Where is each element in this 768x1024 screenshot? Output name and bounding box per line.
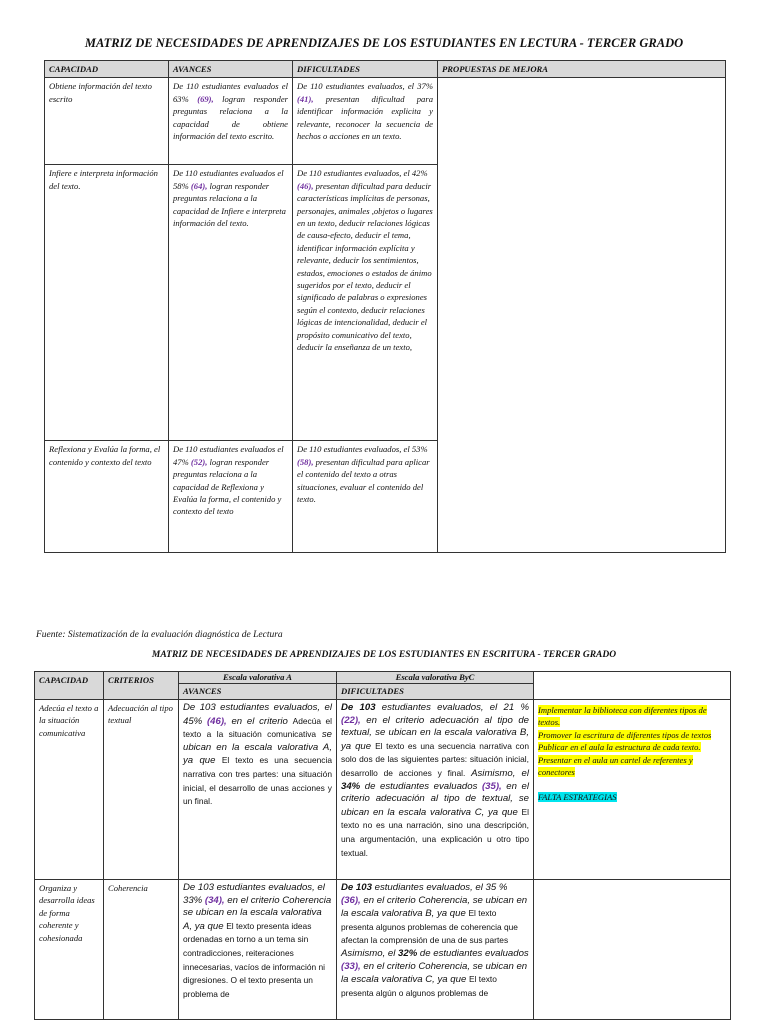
header-dificultades: DIFICULTADES [293, 61, 438, 78]
source-note: Fuente: Sistematización de la evaluación diagnóstica de Lectura [36, 630, 283, 640]
header-escala-bc: Escala valorativa ByC [337, 672, 534, 684]
propuestas-cell [534, 700, 731, 880]
table-row [45, 78, 726, 165]
dificultades-cell: De 110 estudiantes evaluados, el 42% (46), presentan dificultad para deducir características implícitas de personas, personajes, animales ,objetos o lugares en un texto, deducir relaciones lógicas de causa-efecto, deducir el tema, identificar información explícita y relevante, deducir los sentimientos, estados, emociones o estados de ánimo sugeridos por el texto, deducir el significado de palabras o expresiones según el contexto, deducir relaciones lógicas de intencionalidad, deducir el propósito comunicativo del texto, deducir la enseñanza de un texto, [293, 165, 438, 441]
lectura-table [44, 60, 726, 553]
header-dificultades: DIFICULTADES [337, 684, 534, 700]
criterio-cell: Coherencia [104, 880, 179, 1020]
dificultades-cell: De 103 estudiantes evaluados, el 21 % (22), en el criterio adecuación al tipo de textual, se ubican en la escala valorativa B, ya que El texto es una secuencia narrativa con solo dos de las siguientes partes: situación inicial, desarrollo de acciones y final. Asimismo, el 34% de estudiantes evaluados (35), en el criterio adecuación al tipo de textual, se ubican en la escala valorativa C, ya que El texto no es una narración, sino una descripción, una argumentación, una explicación u otro tipo textual. [337, 700, 534, 880]
propuesta-item: Presentar en el aula un cartel de referentes y conectores [538, 754, 693, 778]
capacidad-cell: Adecúa el texto a la situación comunicativa [35, 700, 104, 880]
header-avances: AVANCES [169, 61, 293, 78]
avances-cell: De 110 estudiantes evaluados el 47% (52), logran responder preguntas relaciona a la capacidad de Reflexiona y Evalúa la forma, el contenido y contexto del texto [169, 441, 293, 553]
capacidad-cell: Obtiene información del texto escrito [45, 78, 169, 165]
header-capacidad: CAPACIDAD [35, 672, 104, 700]
propuesta-item: Promover la escritura de diferentes tipos de textos [538, 729, 712, 740]
criterio-cell: Adecuación al tipo textual [104, 700, 179, 880]
header-capacidad: CAPACIDAD [45, 61, 169, 78]
avances-cell: De 110 estudiantes evaluados el 58% (64), logran responder preguntas relaciona a la capacidad de Infiere e interpreta información del texto. [169, 165, 293, 441]
header-avances: AVANCES [179, 684, 337, 700]
escritura-title: MATRIZ DE NECESIDADES DE APRENDIZAJES DE LOS ESTUDIANTES EN ESCRITURA - TERCER GRADO [151, 650, 617, 660]
dificultades-cell: De 110 estudiantes evaluados, el 37% (41), presentan dificultad para identificar información explicita y relevante, reconocer la secuencia de hechos o acciones en un texto. [293, 78, 438, 165]
propuestas-cell [438, 78, 726, 553]
propuesta-item: Publicar en el aula la estructura de cada texto. [538, 742, 701, 753]
dificultades-cell: De 103 estudiantes evaluados, el 35 % (36), en el criterio Coherencia, se ubican en la escala valorativa B, ya que El texto presenta algunos problemas de coherencia que afectan la comprensión de una de sus partes Asimismo, el 32% de estudiantes evaluados (33), en el criterio Coherencia, se ubican en la escala valorativa C, ya que El texto presenta algún o algunos problemas de [337, 880, 534, 1020]
lectura-title: MATRIZ DE NECESIDADES DE APRENDIZAJES DE LOS ESTUDIANTES EN LECTURA - TERCER GRADO [84, 36, 684, 50]
escritura-table [34, 671, 731, 1020]
avances-cell: De 103 estudiantes evaluados, el 45% (46), en el criterio Adecúa el texto a la situación comunicativa se ubican en la escala valorativa A, ya que El texto es una secuencia narrativa con tres partes: una situación inicial, el desarrollo de unas acciones y un final. [179, 700, 337, 880]
header-blank [534, 672, 731, 700]
table-row [35, 700, 731, 880]
falta-estrategias-note: FALTA ESTRATEGIAS [538, 791, 617, 802]
table-header-row [45, 61, 726, 78]
table-row [35, 880, 731, 1020]
header-escala-a: Escala valorativa A [179, 672, 337, 684]
propuestas-cell [534, 880, 731, 1020]
table-header-row [35, 672, 731, 684]
avances-cell: De 110 estudiantes evaluados el 63% (69), logran responder preguntas relaciona a la capacidad de obtiene información del texto escrito. [169, 78, 293, 165]
capacidad-cell: Organiza y desarrolla ideas de forma coherente y cohesionada [35, 880, 104, 1020]
capacidad-cell: Infiere e interpreta información del texto. [45, 165, 169, 441]
dificultades-cell: De 110 estudiantes evaluados, el 53% (58), presentan dificultad para aplicar el contenido del texto a otras situaciones, evaluar el contenido del texto. [293, 441, 438, 553]
header-propuestas: PROPUESTAS DE MEJORA [438, 61, 726, 78]
header-criterios: CRITERIOS [104, 672, 179, 700]
capacidad-cell: Reflexiona y Evalúa la forma, el contenido y contexto del texto [45, 441, 169, 553]
avances-cell: De 103 estudiantes evaluados, el 33% (34), en el criterio Coherencia se ubican en la escala valorativa A, ya que El texto presenta ideas ordenadas en torno a un tema sin contradicciones, reiteraciones innecesarias, vacíos de información ni digresiones. O el texto presenta un problema de [179, 880, 337, 1020]
propuesta-item: Implementar la biblioteca con diferentes tipos de textos. [538, 705, 707, 728]
